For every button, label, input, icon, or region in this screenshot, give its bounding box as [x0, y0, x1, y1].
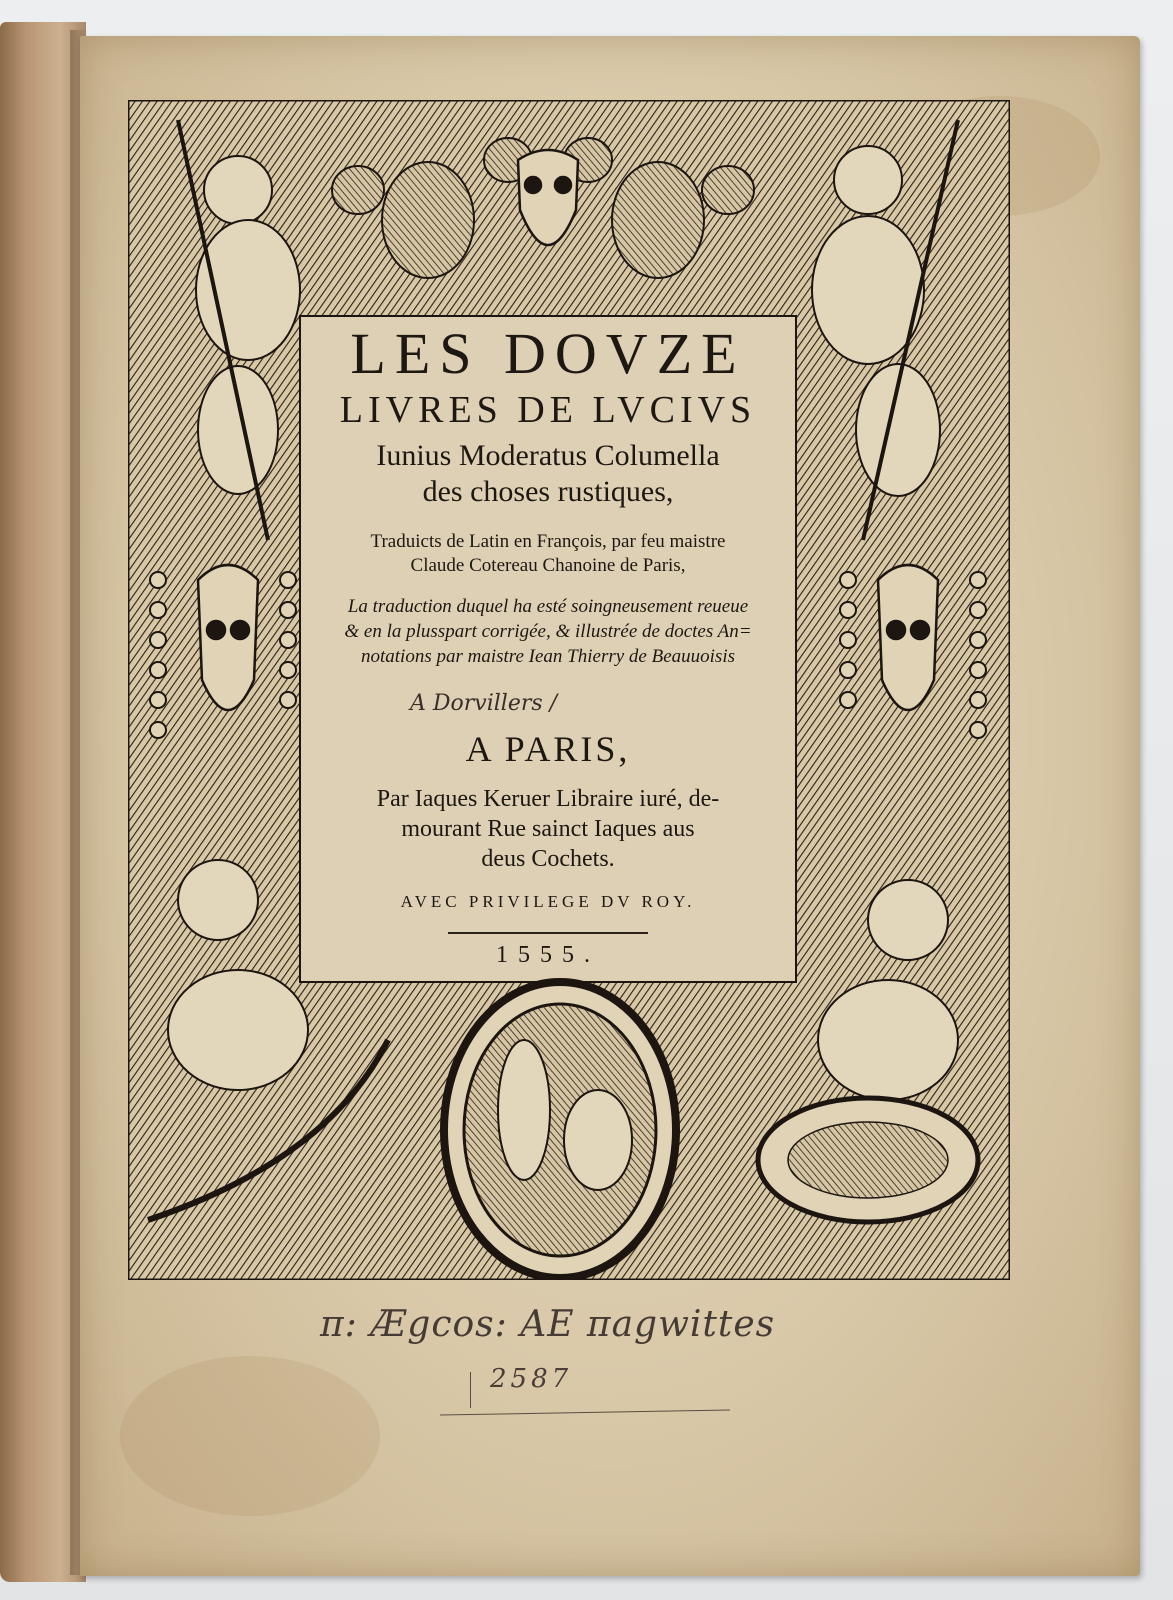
translators-line-2: Claude Cotereau Chanoine de Paris,: [410, 555, 686, 576]
royal-privilege: AVEC PRIVILEGE DV ROY.: [400, 892, 696, 911]
revision-line-1: La traduction duquel ha esté soingneusement reueue: [347, 596, 749, 617]
imprint-year: 1555.: [496, 942, 600, 968]
revision-line-2: & en la plusspart corrigée, & illustrée de doctes An=: [344, 621, 752, 642]
author-line-1: Iunius Moderatus Columella: [376, 439, 720, 472]
translators: [302, 530, 794, 578]
printer-info: [302, 784, 794, 874]
owner-inscription-year: 2587: [490, 1364, 573, 1394]
translators-line-1: Traduicts de Latin en François, par feu maistre: [370, 531, 726, 552]
author-line-2: des choses rustiques,: [422, 475, 674, 508]
book-title: LES DOVZE: [350, 321, 746, 386]
inscription-tick: [470, 1372, 471, 1408]
title-text-block: [302, 318, 794, 978]
oval-medallion-icon: [444, 982, 676, 1278]
manuscript-signature: A Dorvillers /: [410, 691, 558, 716]
printer-line-1: Par Iaques Keruer Libraire iuré, de-: [376, 786, 720, 812]
paper-stain: [120, 1356, 380, 1516]
printer-line-2: mourant Rue sainct Iaques aus: [401, 816, 695, 842]
revision-note: [302, 594, 794, 669]
divider-rule: [448, 932, 648, 934]
owner-inscription: π: Ægcos: AE πagwittes: [320, 1304, 776, 1345]
imprint-place: A PARIS,: [465, 729, 631, 769]
printer-line-3: deus Cochets.: [481, 846, 615, 872]
author-line: [302, 438, 794, 510]
revision-line-3: notations par maistre Iean Thierry de Beauuoisis: [361, 646, 735, 667]
book-subtitle: LIVRES DE LVCIVS: [339, 389, 757, 431]
